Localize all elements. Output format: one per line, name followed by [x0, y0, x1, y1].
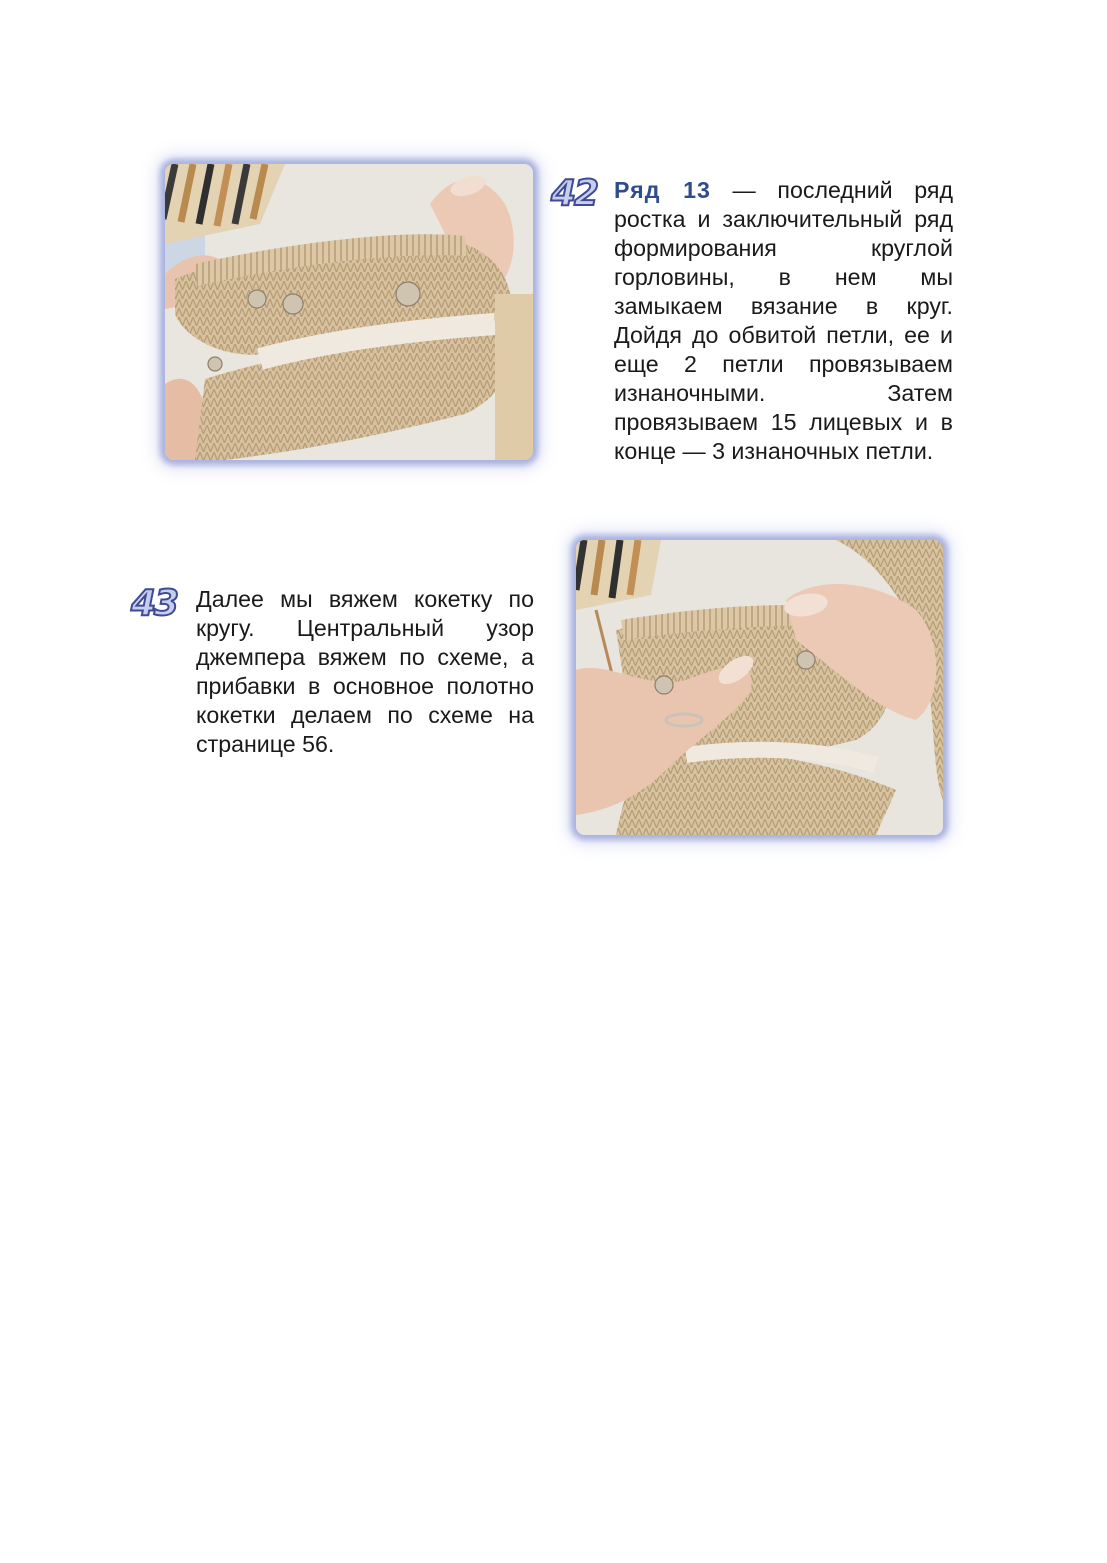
step-43-number: 43 [131, 583, 178, 624]
step-43-text: Далее мы вяжем кокетку по кругу. Центральный узор джемпера вяжем по схеме, а прибавки в основное полотно кокетки делаем по схеме на странице 56. [196, 586, 534, 757]
step-42-body: — последний ряд ростка и заключительный ряд формирования круглой горловины, в нем мы замыкаем вязание в круг. Дойдя до обвитой петли, ее и еще 2 петли провязываем изнаночными. Затем провязываем 15 лицевых и в конце — 3 изнаночных петли. [614, 177, 953, 464]
step-42-lead: Ряд 13 [614, 177, 711, 203]
step-43-photo [576, 540, 943, 835]
step-42-photo [165, 164, 533, 460]
step-42-number: 42 [551, 173, 598, 214]
step-42-text [614, 176, 953, 466]
